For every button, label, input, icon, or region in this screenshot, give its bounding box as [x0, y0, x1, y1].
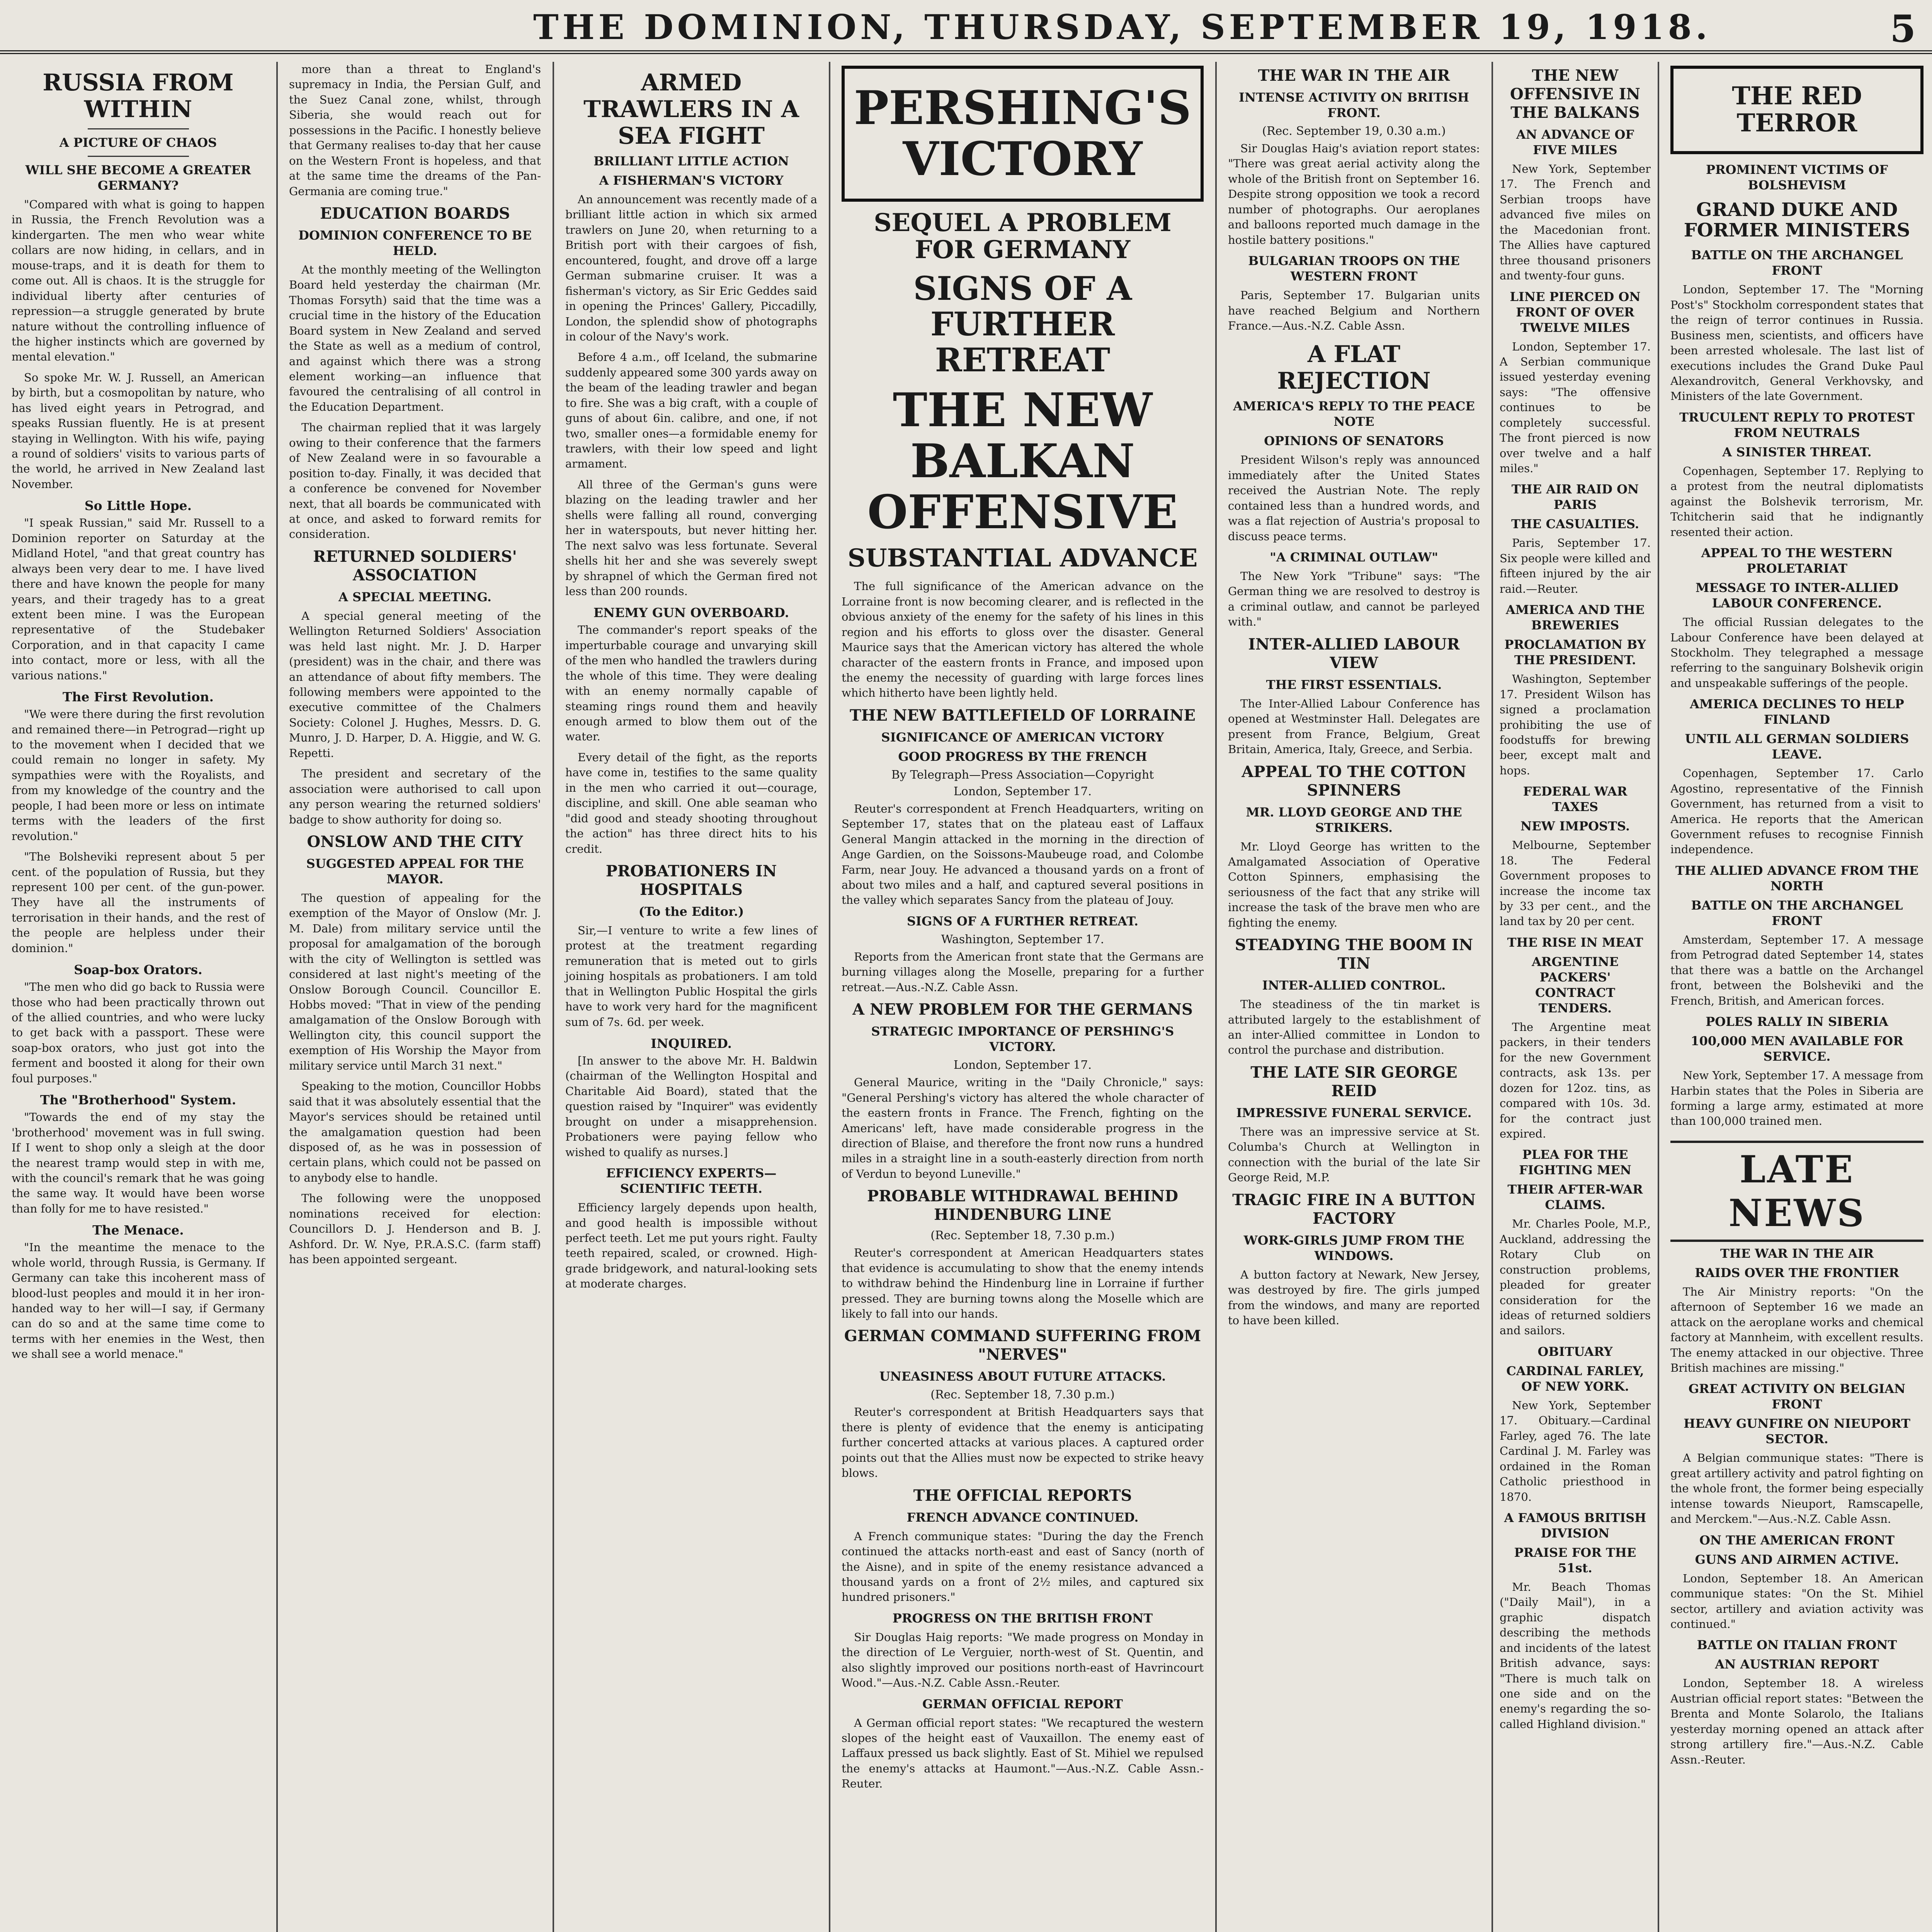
headline-sequel: SEQUEL A PROBLEM FOR GERMANY — [874, 208, 1172, 265]
column-air-war — [1216, 62, 1492, 1932]
article-paragraph: London, September 17. The "Morning Post's" Stockholm correspondent states that the reign of terror continues in Russia. Business men, scientists, and officers have been arrested wholesale. The last list of executions includes the Grand Duke Paul Alexandrovitch, General Verkhovsky, and Ministers of the late Government. — [1670, 283, 1923, 403]
column-trawlers — [554, 62, 829, 1932]
article-paragraph: Washington, September 17. President Wilson has signed a proclamation prohibiting the use of foodstuffs for brewing beer, except malt and hops. — [1500, 672, 1651, 777]
article-paragraph: Every detail of the fight, as the reports have come in, testifies to the same quality in the men who carried it out—courage, discipline, and skill. One able seaman who "did good and steady shooting throughout the action" has three direct hits to his credit. — [565, 750, 817, 855]
article-paragraph: Sir Douglas Haig reports: "We made progress on Monday in the direction of Le Verguier, north-west of St. Quentin, and also slightly improved our positions north-east of Havrincourt Wood."—Aus.-N.Z. Cable Assn.-Reuter. — [842, 1630, 1204, 1690]
article-paragraph: The New York "Tribune" says: "The German thing we are resolved to destroy is a criminal outlaw, and cannot be parleyed with." — [1228, 570, 1480, 629]
headline-bulgarian-troops: BULGARIAN TROOPS ON THE WESTERN FRONT — [1248, 253, 1460, 284]
article-paragraph: "In the meantime the menace to the whole world, through Russia, is Germany. If Germany can take this incoherent mass of blood-lust peoples and mould it in her iron-handed way to her will—I say, if Germany can do so and at the same time come to terms with her enemies in the West, then we shall see a world menace." — [12, 1241, 265, 1361]
article-paragraph: General Maurice, writing in the "Daily Chronicle," says: "General Pershing's victory has altered the whole character of the eastern fronts in France. The French, fighting on the Americans' left, have made considerable progress in the direction of Blaise, and therefore the front now runs a hundred miles in a straight line in a south-easterly direction from north of Verdun to beyond Luneville." — [842, 1076, 1204, 1180]
subhead: The "Brotherhood" System. — [40, 1092, 236, 1108]
headline-substantial-advance: SUBSTANTIAL ADVANCE — [847, 543, 1198, 573]
subhead-criminal-outlaw: "A CRIMINAL OUTLAW" — [1270, 550, 1438, 565]
article-paragraph: "We were there during the first revolution and remained there—in Petrograd—right up to the movement when I decided that we could remain no longer in safety. My sympathies were with the Royalists, and from my knowledge of the country and the people, I had been more or less on intimate terms with the leaders of the first revolution." — [12, 707, 265, 843]
headline-box — [1670, 66, 1923, 154]
kicker-special-meeting: A SPECIAL MEETING. — [338, 589, 492, 604]
article-paragraph: London, September 17. A Serbian communique issued yesterday evening says: "The offensive continues to be completely successful. The front pierced is now over twelve and a half miles." — [1500, 340, 1651, 475]
column-pershing — [830, 62, 1215, 1932]
dateline: London, September 17. — [953, 784, 1092, 798]
article-paragraph: The Argentine meat packers, in their tenders for the new Government contracts, ask 13s. per dozen for 12oz. tins, as compared with 10s. 3d. for the contract just expired. — [1500, 1020, 1651, 1140]
subhead: So Little Hope. — [84, 498, 192, 514]
kicker-progress: GOOD PROGRESS BY THE FRENCH — [898, 749, 1147, 764]
article-paragraph: The question of appealing for the exemption of the Mayor of Onslow (Mr. J. M. Dale) from military service until the proposal for amalgamation of the borough with the city of Wellington is settled was considered at last night's meeting of the Onslow Borough Council. Councillor E. Hobbs moved: "That in view of the pending amalgamation of the Onslow Borough with Wellington city, this council support the exemption of His Worship the Mayor from military service until March 31 next." — [289, 891, 541, 1072]
kicker-guns-airmen: GUNS AND AIRMEN ACTIVE. — [1695, 1552, 1899, 1567]
kicker-lloyd-george: MR. LLOYD GEORGE AND THE STRIKERS. — [1246, 804, 1462, 835]
headline-official-reports: THE OFFICIAL REPORTS — [913, 1486, 1132, 1505]
article-paragraph: Reuter's correspondent at American Headquarters states that evidence is accumulating to show that the enemy intends to withdraw behind the Hindenburg line in Lorraine if further pressed. They are burning towns along the Moselle which are likely to fall into our hands. — [842, 1246, 1204, 1321]
kicker-new-imposts: NEW IMPOSTS. — [1520, 819, 1630, 834]
article-paragraph: Paris, September 17. Bulgarian units have reached Belgium and Northern France.—Aus.-N.Z. Cable Assn. — [1228, 289, 1480, 332]
subhead: The Menace. — [92, 1223, 184, 1238]
headline-allied-advance: THE ALLIED ADVANCE FROM THE NORTH — [1675, 863, 1919, 893]
article-paragraph: New York, September 17. The French and Serbian troops have advanced five miles on the Macedonian front. The Allies have captured three thousand prisoners and twenty-four guns. — [1500, 162, 1651, 282]
kicker-archangel-front: BATTLE ON THE ARCHANGEL FRONT — [1691, 898, 1903, 928]
kicker-five-miles: AN ADVANCE OF FIVE MILES — [1516, 127, 1634, 157]
kicker-uneasiness: UNEASINESS ABOUT FUTURE ATTACKS. — [879, 1369, 1166, 1384]
dateline: (Rec. September 18, 7.30 p.m.) — [930, 1388, 1115, 1402]
kicker-argentine: ARGENTINE PACKERS' CONTRACT TENDERS. — [1532, 954, 1619, 1015]
headline-italian-front: BATTLE ON ITALIAN FRONT — [1697, 1638, 1897, 1653]
kicker-message: MESSAGE TO INTER-ALLIED LABOUR CONFERENCE. — [1695, 580, 1899, 611]
article-paragraph: A German official report states: "We recaptured the western slopes of the height east of Vauxaillon. The enemy east of Laffaux pressed us back slightly. East of St. Mihiel we repulsed the enemy's attacks at Haumont."—Aus.-N.Z. Cable Assn.-Reuter. — [842, 1716, 1204, 1791]
article-paragraph: Mr. Lloyd George has written to the Amalgamated Association of Operative Cotton Spinners, emphasising the seriousness of the fact that any strike will increase the task of the brave men who are fighting the enemy. — [1228, 840, 1480, 929]
kicker-control: INTER-ALLIED CONTROL. — [1262, 978, 1446, 993]
subhead: The First Revolution. — [62, 689, 214, 705]
headline-probationers: PROBATIONERS IN HOSPITALS — [605, 862, 777, 899]
article-paragraph: Reuter's correspondent at French Headquarters, writing on September 17, states that on the plateau east of Laffaux General Mangin attacked in the morning in the direction of Ange Gardien, on the Soissons-Maubeuge road, and Colombe Farm, near Jouy. He advanced a thousand yards on a front of about two miles and a half, and captured several positions in the valley which separates Sancy from the plateau of Jouy. — [842, 802, 1204, 907]
byline: By Telegraph—Press Association—Copyright — [891, 768, 1154, 782]
article-paragraph: There was an impressive service at St. Columba's Church at Wellington in connection with the burial of the late Sir George Reid, M.P. — [1228, 1125, 1480, 1184]
headline-retreat: SIGNS OF A FURTHER RETREAT — [913, 269, 1132, 379]
kicker-austrian-report: AN AUSTRIAN REPORT — [1715, 1657, 1879, 1672]
headline-breweries: AMERICA AND THE BREWERIES — [1505, 602, 1645, 633]
subhead: Soap-box Orators. — [74, 962, 202, 978]
article-paragraph: [In answer to the above Mr. H. Baldwin (chairman of the Wellington Hospital and Charitable Aid Board), stated that the question raised by "Inquirer" was evidently brought on under a misapprehension. Probationers were paying fellow who wished to qualify as nurses.] — [565, 1054, 817, 1159]
kicker-significance: SIGNIFICANCE OF AMERICAN VICTORY — [881, 730, 1164, 745]
headline-russia: RUSSIA FROM WITHIN — [43, 69, 234, 123]
article-paragraph: President Wilson's reply was announced immediately after the United States received the Austrian Note. The reply contained less than a hundred words, and was a flat rejection of Austria's proposal to discuss peace terms. — [1228, 453, 1480, 543]
kicker-essentials: THE FIRST ESSENTIALS. — [1266, 677, 1442, 692]
kicker-proclamation: PROCLAMATION BY THE PRESIDENT. — [1504, 637, 1646, 668]
column-education — [277, 62, 553, 1932]
headline-grand-duke: GRAND DUKE AND FORMER MINISTERS — [1684, 199, 1910, 241]
article-paragraph: "The men who did go back to Russia were those who had been practically thrown out of the allied countries, and who were lucky to get back with a passport. These were soap-box orators, who just got into the ferment and boosted it along for their own foul purposes." — [12, 980, 265, 1085]
headline-button-factory: TRAGIC FIRE IN A BUTTON FACTORY — [1232, 1190, 1476, 1228]
kicker-intense-activity: INTENSE ACTIVITY ON BRITISH FRONT. — [1239, 90, 1469, 120]
kicker-after-war: THEIR AFTER-WAR CLAIMS. — [1507, 1182, 1643, 1213]
kicker-greater-germany: WILL SHE BECOME A GREATER GERMANY? — [25, 163, 251, 193]
article-paragraph: "Compared with what is going to happen in Russia, the French Revolution was a kindergarten. The men who wear white collars are now hiding, in cellars, and in mouse-traps, and it is death for them to come out. All is chaos. It is the struggle for individual liberty after centuries of repression—a struggle generated by brute nature without the controlling influence of the higher instincts which are governed by mental elevation." — [12, 198, 265, 364]
article-paragraph: Amsterdam, September 17. A message from Petrograd dated September 14, states that there was a battle on the Archangel front, between the Bolsheviki and the French, British, and American forces. — [1670, 933, 1923, 1007]
kicker-editor: (To the Editor.) — [638, 904, 744, 919]
headline-armed-trawlers: ARMED TRAWLERS IN A SEA FIGHT — [583, 69, 799, 150]
headline-balkan-offensive: THE NEW BALKAN OFFENSIVE — [867, 383, 1178, 539]
headline-truculent-reply: TRUCULENT REPLY TO PROTEST FROM NEUTRALS — [1679, 410, 1915, 440]
kicker-archangel: BATTLE ON THE ARCHANGEL FRONT — [1691, 248, 1903, 278]
kicker-war-in-air: THE WAR IN THE AIR — [1720, 1246, 1874, 1261]
column-balkans — [1493, 62, 1658, 1932]
subhead-british-front: PROGRESS ON THE BRITISH FRONT — [892, 1611, 1153, 1626]
headline-line-pierced: LINE PIERCED ON FRONT OF OVER TWELVE MILES — [1510, 289, 1641, 335]
article-paragraph: The steadiness of the tin market is attributed largely to the establishment of an inter-Allied committee in London to control the purchase and distribution. — [1228, 998, 1480, 1057]
article-paragraph: "Towards the end of my stay the 'brotherhood' movement was in full swing. If I went to shop only a sleigh at the door the nearest tramp would step in with me, with the council's remark that he was going the same way. It would have been worse than folly for me to have resisted." — [12, 1111, 265, 1215]
headline-red-terror: THE RED TERROR — [1732, 82, 1862, 138]
headline-tin-boom: STEADYING THE BOOM IN TIN — [1235, 936, 1473, 973]
article-paragraph: "I speak Russian," said Mr. Russell to a Dominion reporter on Saturday at the Midland Hotel, "and that great country has always been very dear to me. I have lived there and have known the people for many years, and their tragedy has to a great extent been mine. I was the European representative of the Studebaker Corporation, and in that capacity I came into contact, more or less, with all the various nations." — [12, 516, 265, 682]
headline-rise-in-meat: THE RISE IN MEAT — [1507, 935, 1643, 950]
headline-new-problem: A NEW PROBLEM FOR THE GERMANS — [852, 1000, 1193, 1019]
dateline: London, September 17. — [953, 1058, 1092, 1072]
article-paragraph: Copenhagen, September 17. Carlo Agostino, representative of the Finnish Government, has returned from a visit to America. He reports that the American Government refuses to recognise Finnish independence. — [1670, 767, 1923, 856]
headline-finland: AMERICA DECLINES TO HELP FINLAND — [1690, 697, 1904, 727]
late-news-banner: LATE NEWS — [1670, 1141, 1923, 1242]
kicker-fisherman: A FISHERMAN'S VICTORY — [599, 173, 784, 188]
headline-lorraine: THE NEW BATTLEFIELD OF LORRAINE — [850, 706, 1196, 724]
article-paragraph: more than a threat to England's supremacy in India, the Persian Gulf, and the Suez Canal zone, whilst, through Siberia, she would reach out for possessions in the Pacific. I honestly believe that Germany realises to-day that her cause on the Western Front is hopeless, and that at the same time the dreams of the Pan-Germania are coming true." — [289, 63, 541, 198]
page-number: 5 — [1890, 7, 1916, 51]
article-paragraph: Mr. Charles Poole, M.P., Auckland, addressing the Rotary Club on construction problems, pleaded for greater consideration for the ideas of returned soldiers and sailors. — [1500, 1217, 1651, 1337]
headline-war-in-air: THE WAR IN THE AIR — [1258, 66, 1450, 85]
article-paragraph: The commander's report speaks of the imperturbable courage and unvarying skill of the men who handled the trawlers during the whole of this time. They were dealing with an enemy normally capable of steaming rings round them and heavily enough armed to blow them out of the water. — [565, 623, 817, 743]
article-paragraph: The Air Ministry reports: "On the afternoon of September 16 we made an attack on the aeroplane works and chemical factory at Mannheim, with excellent results. The enemy attacked in our objective. Three British machines are missing." — [1670, 1285, 1923, 1374]
article-paragraph: Reports from the American front state that the Germans are burning villages along the Moselle, preparing for a further retreat.—Aus.-N.Z. Cable Assn. — [842, 950, 1204, 994]
article-paragraph: At the monthly meeting of the Wellington Board held yesterday the chairman (Mr. Thomas Forsyth) said that the time was a crucial time in the history of the Education Board system in New Zealand and served the State as well as a medium of control, and against which there was a strong element working—an influence that favoured the centralising of all control in the Education Department. — [289, 263, 541, 413]
article-paragraph: Speaking to the motion, Councillor Hobbs said that it was absolutely essential that the Mayor's services should be retained until the amalgamation question had been disposed of, as he was in possession of certain plans, which could not be passed on to anybody else to handle. — [289, 1080, 541, 1184]
headline-cotton-spinners: APPEAL TO THE COTTON SPINNERS — [1242, 762, 1466, 799]
lead-paragraph: The full significance of the American advance on the Lorraine front is now becoming clearer, and is reflected in the obvious anxiety of the enemy for the safety of his lines in this region and his efforts to gloss over the disaster. General Maurice says that the American victory has altered the whole character of the eastern fronts in France, and imposed upon the enemy the necessity of guarding with large forces lines which hitherto have been lightly held. — [842, 580, 1204, 700]
article-paragraph: A Belgian communique states: "There is great artillery activity and patrol fighting on the whole front, the former being especially intense towards Nieuport, Ramscapelle, and Merckem."—Aus.-N.Z. Cable Assn. — [1670, 1451, 1923, 1526]
divider — [88, 156, 189, 157]
headline-nerves: GERMAN COMMAND SUFFERING FROM "NERVES" — [844, 1327, 1201, 1364]
kicker-strategic: STRATEGIC IMPORTANCE OF PERSHING'S VICTORY. — [871, 1024, 1174, 1054]
article-paragraph: The following were the unopposed nominations received for election: Councillors D. J. Henderson and B. J. Ashford. Dr. W. Nye, P.R.A.S.C. (farm staff) has been appointed sergeant. — [289, 1192, 541, 1266]
kicker-work-girls: WORK-GIRLS JUMP FROM THE WINDOWS. — [1243, 1233, 1464, 1263]
kicker-senators: OPINIONS OF SENATORS — [1264, 434, 1444, 449]
kicker-casualties: THE CASUALTIES. — [1511, 517, 1639, 532]
headline-flat-rejection: A FLAT REJECTION — [1277, 341, 1431, 395]
masthead — [0, 0, 1932, 54]
headline-hindenburg: PROBABLE WITHDRAWAL BEHIND HINDENBURG LINE — [867, 1187, 1179, 1224]
headline-poles: POLES RALLY IN SIBERIA — [1706, 1014, 1888, 1029]
newspaper-title: THE DOMINION, THURSDAY, SEPTEMBER 19, 1918. — [533, 7, 1711, 47]
headline-education-boards: EDUCATION BOARDS — [320, 204, 510, 223]
dateline: Washington, September 17. — [941, 932, 1104, 946]
headline-pershings-victory: PERSHING'S VICTORY — [854, 81, 1192, 186]
article-paragraph: New York, September 17. Obituary.—Cardinal Farley, aged 76. The late Cardinal J. M. Farley was ordained in the Roman Catholic priesthood in 1870. — [1500, 1398, 1651, 1503]
headline-labour-view: INTER-ALLIED LABOUR VIEW — [1248, 635, 1460, 672]
kicker-100000-men: 100,000 MEN AVAILABLE FOR SERVICE. — [1690, 1034, 1903, 1064]
article-paragraph: The Inter-Allied Labour Conference has opened at Westminster Hall. Delegates are present from France, Belgium, Great Britain, America, Italy, Greece, and Serbia. — [1228, 697, 1480, 756]
headline-balkans: THE NEW OFFENSIVE IN THE BALKANS — [1510, 66, 1640, 122]
kicker-peace-note: AMERICA'S REPLY TO THE PEACE NOTE — [1233, 399, 1475, 429]
column-red-terror — [1659, 62, 1932, 1932]
article-paragraph: An announcement was recently made of a brilliant little action in which six armed trawlers on June 20, when returning to a British port with their cargoes of fish, encountered, fought, and drove off a large German submarine cruiser. It was a fisherman's victory, as Sir Eric Geddes said in opening the Princes' Gallery, Piccadilly, London, the splendid show of photographs in colour of the Navy's work. — [565, 193, 817, 343]
article-paragraph: The chairman replied that it was largely owing to their conference that the farmers of New Zealand were in so favourable a position to-day. Finally, it was decided that a conference be convened for November next, that all boards be communicated with at once, and asked to forward remits for consideration. — [289, 421, 541, 541]
subhead: ENEMY GUN OVERBOARD. — [593, 605, 789, 621]
advertisement-heading: EFFICIENCY EXPERTS—SCIENTIFIC TEETH. — [606, 1166, 777, 1196]
kicker-further-retreat: SIGNS OF A FURTHER RETREAT. — [906, 913, 1139, 929]
headline-raids-frontier: RAIDS OVER THE FRONTIER — [1695, 1265, 1899, 1280]
article-paragraph: Reuter's correspondent at British Headquarters says that there is plenty of evidence that the enemy is anticipating further concerted attacks at various places. A captured order points out that the Allies must now be expected to strike heavy blows. — [842, 1405, 1204, 1480]
headline-returned-soldiers: RETURNED SOLDIERS' ASSOCIATION — [313, 547, 517, 584]
article-paragraph: Mr. Beach Thomas ("Daily Mail"), in a graphic dispatch describing the methods and incidents of the latest British advance, says: "There is much talk on one side and on the enemy's regarding the so-called Highland division." — [1500, 1580, 1651, 1731]
kicker-action: BRILLIANT LITTLE ACTION — [594, 154, 789, 168]
article-paragraph: The president and secretary of the association were authorised to call upon any person wearing the returned soldiers' badge to show authority for doing so. — [289, 767, 541, 826]
headline-air-raid-paris: THE AIR RAID ON PARIS — [1511, 482, 1639, 512]
kicker-cardinal-farley: CARDINAL FARLEY, OF NEW YORK. — [1506, 1363, 1644, 1394]
headline-proletariat: APPEAL TO THE WESTERN PROLETARIAT — [1701, 546, 1893, 576]
kicker-victims: PROMINENT VICTIMS OF BOLSHEVISM — [1706, 162, 1888, 192]
kicker-mayor: SUGGESTED APPEAL FOR THE MAYOR. — [306, 856, 524, 886]
article-paragraph: Copenhagen, September 17. Replying to a protest from the neutral diplomatists against the Bolshevik terrorism, Mr. Tchitcherin said that he indignantly resented their action. — [1670, 464, 1923, 539]
headline-war-taxes: FEDERAL WAR TAXES — [1523, 784, 1628, 815]
article-paragraph: Sir,—I venture to write a few lines of protest at the treatment regarding remuneration that is meted out to girls joining hospitals as probationers. I am told that in Wellington Public Hospital the girls have to work very hard for the magnificent sum of 7s. 6d. per week. — [565, 923, 817, 1029]
headline-fighting-men: PLEA FOR THE FIGHTING MEN — [1519, 1147, 1631, 1178]
kicker-51st: PRAISE FOR THE 51st. — [1514, 1545, 1636, 1575]
article-paragraph: Sir Douglas Haig's aviation report states: "There was great aerial activity along the whole of the British front on September 16. Despite strong opposition we took a record number of photographs. Our aeroplanes and balloons reported much damage in the hostile battery positions." — [1228, 142, 1480, 247]
kicker-german-soldiers: UNTIL ALL GERMAN SOLDIERS LEAVE. — [1685, 731, 1909, 762]
headline-american-front: ON THE AMERICAN FRONT — [1699, 1532, 1895, 1548]
article-paragraph: All three of the German's guns were blazing on the leading trawler and her shells were falling all round, converging her in waterspouts, but never hitting her. The next salvo was less fortunate. Several shells hit her and she was severely swept by shrapnel of which the German fired not less than 200 rounds. — [565, 478, 817, 598]
article-paragraph: Paris, September 17. Six people were killed and fifteen injured by the air raid.—Reuter. — [1500, 536, 1651, 595]
article-paragraph: The official Russian delegates to the Labour Conference have been delayed at Stockholm. They telegraphed a message referring to the sanguinary Bolshevik origin and unspeakable sufferings of the people. — [1670, 616, 1923, 690]
divider — [88, 128, 189, 129]
article-paragraph: "The Bolsheviki represent about 5 per cent. of the population of Russia, but they represent 100 per cent. of the gun-power. They have all the instruments of terrorisation in their hands, and the rest of the people are helpless under their dominion." — [12, 850, 265, 955]
article-paragraph: London, September 18. An American communique states: "On the St. Mihiel sector, artillery and aviation activity was continued." — [1670, 1571, 1923, 1631]
kicker-funeral: IMPRESSIVE FUNERAL SERVICE. — [1236, 1105, 1472, 1120]
article-paragraph: London, September 18. A wireless Austrian official report states: "Between the Brenta and Monte Solarolo, the Italians yesterday morning opened an attack after strong artillery fire."—Aus.-N.Z. Cable Assn.-Reuter. — [1670, 1677, 1923, 1766]
kicker-chaos: A PICTURE OF CHAOS — [59, 135, 217, 150]
headline-onslow: ONSLOW AND THE CITY — [307, 832, 523, 851]
headline-british-division: A FAMOUS BRITISH DIVISION — [1504, 1510, 1646, 1541]
article-paragraph: So spoke Mr. W. J. Russell, an American by birth, but a cosmopolitan by nature, who has lived eight years in Petrograd, and speaks Russian fluently. He is at present staying in Wellington. With his wife, paying a round of soldiers' visits to various parts of the world, he arrived in New Zealand last November. — [12, 371, 265, 491]
article-paragraph: A button factory at Newark, New Jersey, was destroyed by fire. The girls jumped from the windows, and many are reported to have been killed. — [1228, 1268, 1480, 1327]
kicker-sinister-threat: A SINISTER THREAT. — [1722, 444, 1872, 459]
kicker-french-advance: FRENCH ADVANCE CONTINUED. — [906, 1510, 1139, 1525]
dateline: (Rec. September 18, 7.30 p.m.) — [930, 1229, 1115, 1243]
subhead: INQUIRED. — [650, 1036, 732, 1051]
headline-belgian-front: GREAT ACTIVITY ON BELGIAN FRONT — [1688, 1381, 1906, 1412]
headline-box — [842, 66, 1204, 202]
article-paragraph: New York, September 17. A message from Harbin states that the Poles in Siberia are forming a large army, estimated at more than 100,000 trained men. — [1670, 1069, 1923, 1128]
article-paragraph: Before 4 a.m., off Iceland, the submarine suddenly appeared some 300 yards away on the beam of the leading trawler and began to fire. She was a big craft, with a couple of guns of about 6in. calibre, and one, if not two, smaller ones—a formidable enemy for trawlers, with their low speed and light armament. — [565, 350, 817, 471]
headline-george-reid: THE LATE SIR GEORGE REID — [1250, 1063, 1458, 1100]
kicker-nieuport: HEAVY GUNFIRE ON NIEUPORT SECTOR. — [1684, 1416, 1910, 1447]
subhead-german-report: GERMAN OFFICIAL REPORT — [922, 1696, 1123, 1711]
column-russia — [0, 62, 276, 1932]
dateline: (Rec. September 19, 0.30 a.m.) — [1262, 124, 1446, 138]
article-paragraph: A French communique states: "During the day the French continued the attacks north-east and east of Sancy (north of the Aisne), and in spite of the enemy resistance advanced a thousand yards on a front of 2½ miles, and captured six hundred prisoners." — [842, 1529, 1204, 1604]
article-paragraph: A special general meeting of the Wellington Returned Soldiers' Association was held last night. Mr. J. D. Harper (president) was in the chair, and there was an attendance of about fifty members. The following members were appointed to the executive committee of the Chalmers Society: Colonel J. Hughes, Messrs. D. G. Munro, J. D. Harper, D. A. Higgie, and W. G. Repetti. — [289, 609, 541, 760]
kicker-conference: DOMINION CONFERENCE TO BE HELD. — [298, 228, 532, 258]
headline-obituary: OBITUARY — [1537, 1344, 1613, 1359]
advertisement-text: Efficiency largely depends upon health, and good health is impossible without perfect teeth. Let me put yours right. Faulty teeth repaired, scaled, or crowned. High-grade bridgework, and natural-looking sets at moderate charges. — [565, 1201, 817, 1291]
article-paragraph: Melbourne, September 18. The Federal Government proposes to increase the income tax by 33 per cent., and the land tax by 20 per cent. — [1500, 838, 1651, 928]
